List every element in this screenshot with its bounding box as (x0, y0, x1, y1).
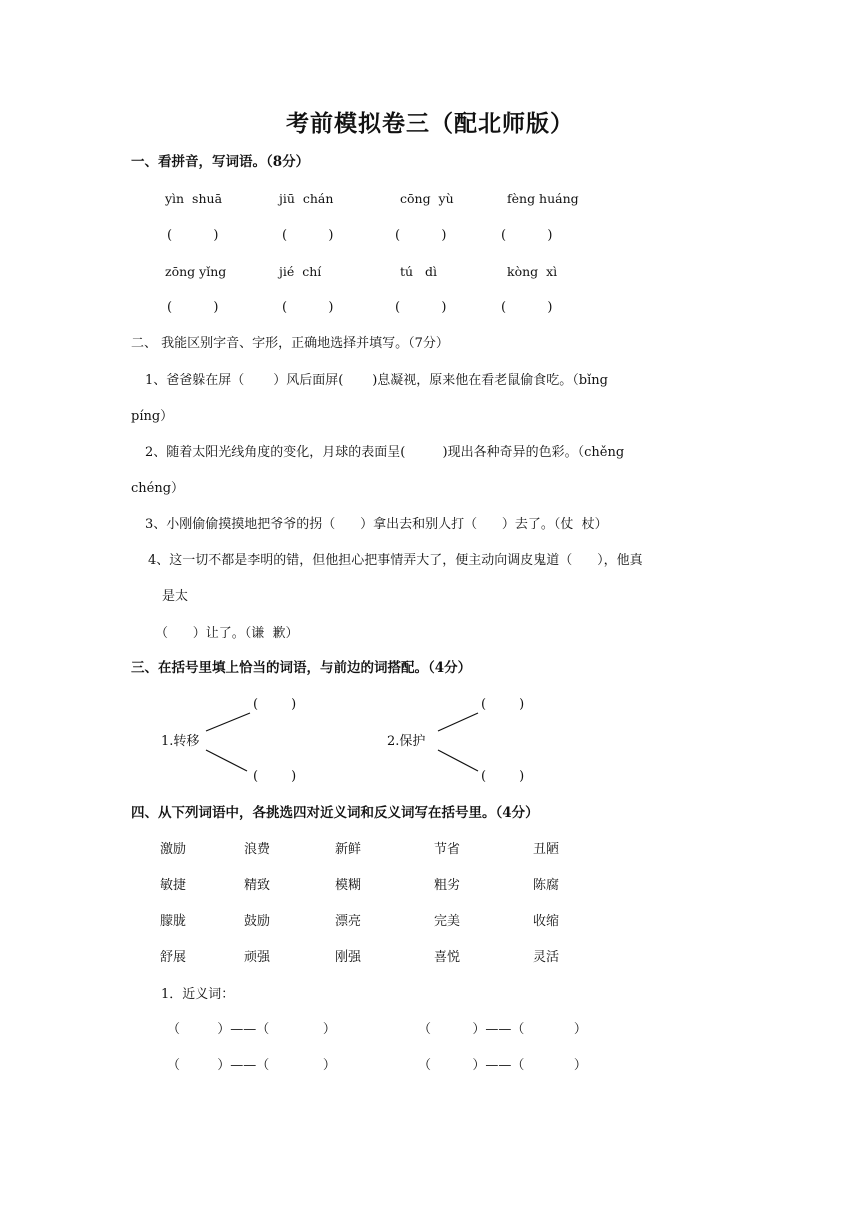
answer-blank[interactable]: ( ) (395, 300, 447, 315)
word-item: 浪费 (244, 842, 271, 857)
synonym-pair[interactable]: （ ）——（ ） (167, 1022, 336, 1037)
pinyin-8: kòng xì (507, 264, 558, 279)
answer-blank[interactable]: ( ) (395, 228, 447, 243)
word-item: 模糊 (335, 878, 362, 893)
collocation-word-1: 1.转移 (161, 734, 200, 749)
answer-blank[interactable]: ( ) (282, 228, 334, 243)
pinyin-7: tú dì (400, 264, 437, 279)
collocation-word-2: 2.保护 (387, 734, 426, 749)
answer-blank[interactable]: ( ) (501, 300, 553, 315)
word-item: 丑陋 (533, 842, 560, 857)
synonym-pair[interactable]: （ ）——（ ） (418, 1058, 587, 1073)
word-item: 新鲜 (335, 842, 362, 857)
pinyin-5: zōng yǐng (165, 264, 227, 279)
synonym-pair[interactable]: （ ）——（ ） (418, 1022, 587, 1037)
pinyin-2: jiū chán (279, 191, 334, 206)
section-1-heading: 一、看拼音，写词语。（8分） (131, 154, 310, 170)
word-item: 粗劣 (434, 878, 461, 893)
answer-blank[interactable]: ( ) (253, 697, 297, 712)
question-2-2-cont: chéng） (131, 481, 185, 496)
pinyin-6: jié chí (279, 264, 322, 279)
answer-blank[interactable]: ( ) (481, 769, 525, 784)
synonym-pair[interactable]: （ ）——（ ） (167, 1058, 336, 1073)
section-3-heading: 三、在括号里填上恰当的词语，与前边的词搭配。（4分） (131, 660, 472, 676)
page-title: 考前模拟卷三（配北师版） (286, 110, 574, 137)
word-item: 朦胧 (160, 914, 187, 929)
word-item: 喜悦 (434, 950, 461, 965)
answer-blank[interactable]: ( ) (167, 300, 219, 315)
question-2-3: 3、小刚偷偷摸摸地把爷爷的拐（ ）拿出去和别人打（ ）去了。（仗 杖） (145, 517, 608, 532)
word-item: 灵活 (533, 950, 560, 965)
pinyin-3: cōng yù (400, 191, 454, 206)
word-item: 鼓励 (244, 914, 271, 929)
answer-blank[interactable]: ( ) (282, 300, 334, 315)
word-item: 收缩 (533, 914, 560, 929)
word-item: 漂亮 (335, 914, 362, 929)
section-2-heading: 二、 我能区别字音、字形，正确地选择并填写。（7分） (131, 336, 449, 351)
question-2-1: 1、爸爸躲在屏（ ）风后面屏( )息凝视，原来他在看老鼠偷食吃。（bǐng (145, 373, 608, 388)
question-2-4-end: （ ）让了。（谦 歉） (155, 626, 299, 641)
question-2-4-cont: 是太 (162, 589, 189, 604)
word-item: 敏捷 (160, 878, 187, 893)
word-item: 舒展 (160, 950, 187, 965)
word-item: 顽强 (244, 950, 271, 965)
pinyin-1: yìn shuā (165, 191, 223, 206)
word-item: 激励 (160, 842, 187, 857)
answer-blank[interactable]: ( ) (253, 769, 297, 784)
pinyin-4: fèng huáng (507, 191, 579, 206)
synonym-label: 1．近义词： (161, 987, 235, 1002)
word-item: 节省 (434, 842, 461, 857)
word-item: 陈腐 (533, 878, 560, 893)
word-item: 精致 (244, 878, 271, 893)
section-4-heading: 四、从下列词语中，各挑选四对近义词和反义词写在括号里。（4分） (131, 805, 539, 821)
question-2-2: 2、随着太阳光线角度的变化，月球的表面呈( )现出各种奇异的色彩。（chěng (145, 445, 625, 460)
word-item: 完美 (434, 914, 461, 929)
answer-blank[interactable]: ( ) (481, 697, 525, 712)
answer-blank[interactable]: ( ) (501, 228, 553, 243)
word-item: 刚强 (335, 950, 362, 965)
question-2-1-cont: píng） (131, 409, 174, 424)
answer-blank[interactable]: ( ) (167, 228, 219, 243)
question-2-4: 4、这一切不都是李明的错，但他担心把事情弄大了，便主动向调皮鬼道（ ），他真 (148, 553, 643, 568)
